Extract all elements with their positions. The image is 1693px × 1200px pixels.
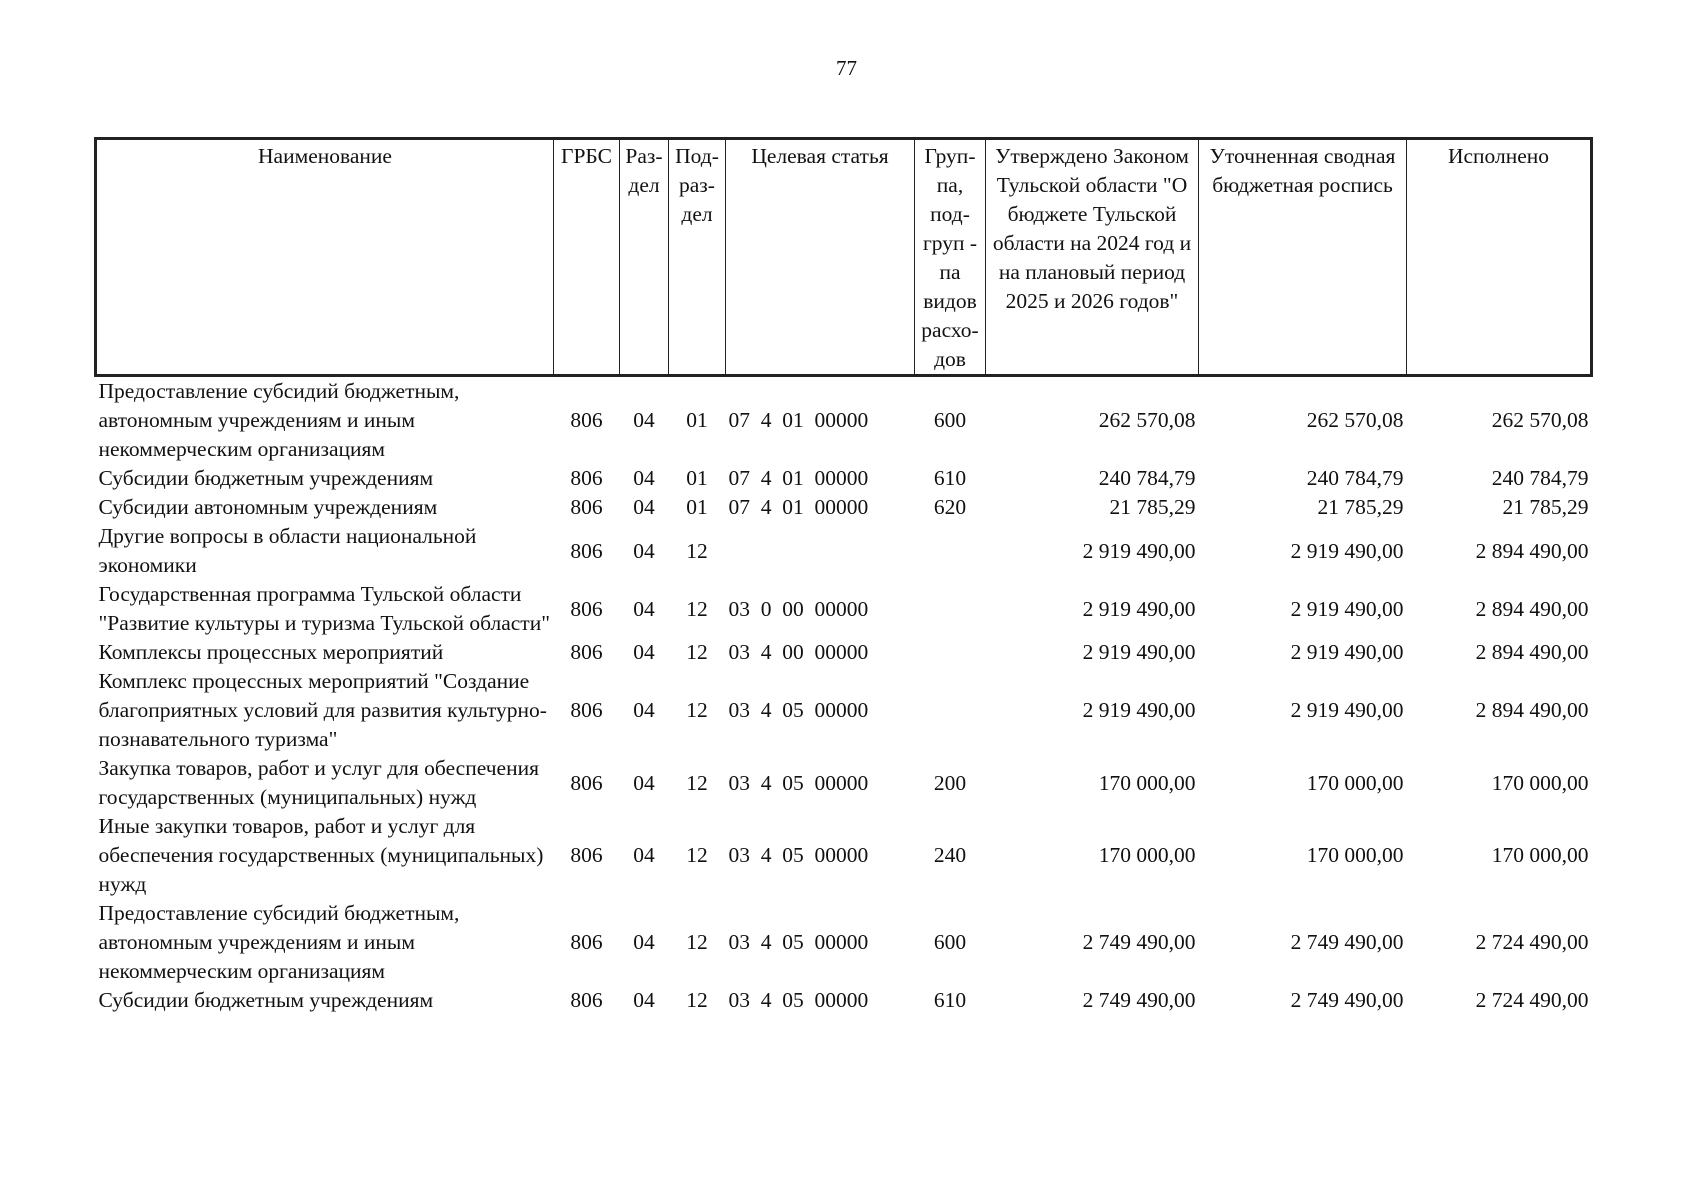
cell-refined: 170 000,00 bbox=[1306, 770, 1404, 795]
cell-refined: 2 919 490,00 bbox=[1290, 538, 1404, 563]
cell-razdel: 04 bbox=[633, 408, 655, 432]
cell-grbs: 806 bbox=[570, 408, 603, 432]
cell-grbs: 806 bbox=[570, 698, 603, 722]
cell-refined: 2 749 490,00 bbox=[1290, 930, 1404, 954]
header-executed: Исполнено bbox=[1407, 139, 1592, 376]
header-target: Целевая статья bbox=[726, 139, 915, 376]
cell-podrazdel: 12 bbox=[686, 770, 708, 795]
cell-group bbox=[915, 667, 986, 754]
cell-razdel: 04 bbox=[633, 843, 655, 867]
cell-razdel: 04 bbox=[633, 495, 655, 519]
cell-razdel: 04 bbox=[633, 988, 655, 1012]
cell-approved: 170 000,00 bbox=[1098, 770, 1196, 795]
cell-name: Иные закупки товаров, работ и услуг для обеспечения государственных (муниципальных) нужд bbox=[98, 814, 544, 896]
cell-name: Комплекс процессных мероприятий "Создание благоприятных условий для развития культурно-познавательного туризма" bbox=[98, 669, 547, 751]
cell-razdel: 04 bbox=[633, 930, 655, 954]
cell-name: Комплексы процессных мероприятий bbox=[98, 640, 444, 664]
cell-executed: 240 784,79 bbox=[1491, 466, 1589, 490]
cell-name: Государственная программа Тульской области "Развитие культуры и туризма Тульской области" bbox=[98, 582, 550, 635]
cell-podrazdel: 12 bbox=[686, 843, 708, 867]
cell-approved: 2 919 490,00 bbox=[1082, 538, 1196, 563]
cell-name: Субсидии бюджетным учреждениям bbox=[98, 466, 434, 490]
cell-approved: 170 000,00 bbox=[1098, 843, 1196, 867]
cell-podrazdel: 01 bbox=[686, 408, 708, 432]
page-number: 77 bbox=[836, 56, 857, 80]
cell-target bbox=[726, 522, 915, 580]
cell-grbs: 806 bbox=[570, 988, 603, 1012]
cell-razdel: 04 bbox=[633, 770, 655, 795]
cell-grbs: 806 bbox=[570, 466, 603, 490]
header-podrazdel: Под-раз-дел bbox=[669, 139, 726, 376]
cell-razdel: 04 bbox=[633, 466, 655, 490]
cell-grbs: 806 bbox=[570, 538, 603, 563]
header-razdel: Раз-дел bbox=[620, 139, 669, 376]
cell-approved: 2 919 490,00 bbox=[1082, 596, 1196, 621]
header-group: Груп-па, под-груп - па видов расхо-дов bbox=[915, 139, 986, 376]
cell-grbs: 806 bbox=[570, 596, 603, 621]
table-row bbox=[96, 493, 1592, 522]
cell-approved: 2 919 490,00 bbox=[1082, 698, 1196, 722]
cell-group: 610 bbox=[933, 988, 967, 1012]
cell-group bbox=[915, 522, 986, 580]
table-row bbox=[96, 986, 1592, 1015]
cell-group: 610 bbox=[933, 466, 967, 490]
cell-grbs: 806 bbox=[570, 930, 603, 954]
table-row bbox=[96, 812, 1592, 899]
cell-podrazdel: 12 bbox=[686, 698, 708, 722]
cell-approved: 262 570,08 bbox=[1098, 408, 1196, 432]
header-name: Наименование bbox=[96, 139, 554, 376]
cell-razdel: 04 bbox=[633, 640, 655, 664]
cell-target: 07 4 01 00000 bbox=[728, 466, 869, 490]
cell-target: 03 4 05 00000 bbox=[728, 843, 869, 867]
cell-group: 600 bbox=[933, 930, 967, 954]
cell-grbs: 806 bbox=[570, 843, 603, 867]
table-row bbox=[96, 638, 1592, 667]
cell-podrazdel: 01 bbox=[686, 495, 708, 519]
cell-name: Субсидии бюджетным учреждениям bbox=[98, 988, 434, 1012]
cell-approved: 2 749 490,00 bbox=[1082, 988, 1196, 1012]
cell-group: 240 bbox=[933, 843, 967, 867]
table-row bbox=[96, 899, 1592, 986]
cell-executed: 2 894 490,00 bbox=[1475, 640, 1589, 664]
cell-name: Предоставление субсидий бюджетным, автономным учреждениям и иным некоммерческим организациям bbox=[98, 379, 460, 461]
cell-group: 620 bbox=[933, 495, 967, 519]
table-row bbox=[96, 522, 1592, 580]
cell-razdel: 04 bbox=[633, 538, 655, 563]
cell-executed: 21 785,29 bbox=[1502, 495, 1589, 519]
table-header bbox=[96, 139, 1592, 376]
cell-target: 07 4 01 00000 bbox=[728, 495, 869, 519]
cell-executed: 2 894 490,00 bbox=[1475, 698, 1589, 722]
cell-approved: 240 784,79 bbox=[1098, 466, 1196, 490]
cell-refined: 21 785,29 bbox=[1317, 495, 1404, 519]
table-row bbox=[96, 376, 1592, 465]
cell-name: Субсидии автономным учреждениям bbox=[98, 495, 438, 519]
table-row bbox=[96, 667, 1592, 754]
header-grbs: ГРБС bbox=[554, 139, 620, 376]
table-row bbox=[96, 754, 1592, 812]
cell-podrazdel: 12 bbox=[686, 596, 708, 621]
cell-refined: 170 000,00 bbox=[1306, 843, 1404, 867]
cell-group bbox=[915, 580, 986, 638]
cell-target: 03 0 00 00000 bbox=[728, 596, 869, 621]
cell-razdel: 04 bbox=[633, 698, 655, 722]
cell-target: 03 4 05 00000 bbox=[728, 698, 869, 722]
cell-podrazdel: 12 bbox=[686, 988, 708, 1012]
cell-group bbox=[915, 638, 986, 667]
cell-podrazdel: 12 bbox=[686, 640, 708, 664]
cell-grbs: 806 bbox=[570, 770, 603, 795]
cell-executed: 262 570,08 bbox=[1491, 408, 1589, 432]
cell-group: 600 bbox=[933, 408, 967, 432]
cell-refined: 2 919 490,00 bbox=[1290, 698, 1404, 722]
cell-executed: 2 724 490,00 bbox=[1475, 930, 1589, 954]
cell-refined: 240 784,79 bbox=[1306, 466, 1404, 490]
cell-executed: 2 894 490,00 bbox=[1475, 538, 1589, 563]
cell-target: 07 4 01 00000 bbox=[728, 408, 869, 432]
cell-target: 03 4 05 00000 bbox=[728, 988, 869, 1012]
cell-approved: 2 749 490,00 bbox=[1082, 930, 1196, 954]
header-approved: Утверждено Законом Тульской области "О бюджете Тульской области на 2024 год и на плановый период 2025 и 2026 годов" bbox=[986, 139, 1199, 376]
cell-target: 03 4 05 00000 bbox=[728, 930, 869, 954]
cell-refined: 2 749 490,00 bbox=[1290, 988, 1404, 1012]
cell-executed: 170 000,00 bbox=[1491, 770, 1589, 795]
cell-name: Закупка товаров, работ и услуг для обеспечения государственных (муниципальных) нужд bbox=[98, 756, 539, 809]
header-refined: Уточненная сводная бюджетная роспись bbox=[1199, 139, 1407, 376]
cell-executed: 2 894 490,00 bbox=[1475, 596, 1589, 621]
cell-podrazdel: 12 bbox=[686, 930, 708, 954]
cell-target: 03 4 00 00000 bbox=[728, 640, 869, 664]
cell-name: Другие вопросы в области национальной экономики bbox=[98, 524, 477, 577]
table-row bbox=[96, 580, 1592, 638]
cell-executed: 2 724 490,00 bbox=[1475, 988, 1589, 1012]
cell-podrazdel: 12 bbox=[686, 538, 708, 563]
cell-executed: 170 000,00 bbox=[1491, 843, 1589, 867]
cell-refined: 262 570,08 bbox=[1306, 408, 1404, 432]
cell-approved: 2 919 490,00 bbox=[1082, 640, 1196, 664]
cell-grbs: 806 bbox=[570, 495, 603, 519]
table-row bbox=[96, 464, 1592, 493]
table-body bbox=[96, 376, 1592, 1016]
cell-name: Предоставление субсидий бюджетным, автономным учреждениям и иным некоммерческим организациям bbox=[98, 901, 460, 983]
cell-razdel: 04 bbox=[633, 596, 655, 621]
cell-target: 03 4 05 00000 bbox=[728, 770, 869, 795]
cell-group: 200 bbox=[933, 770, 967, 795]
cell-podrazdel: 01 bbox=[686, 466, 708, 490]
cell-grbs: 806 bbox=[570, 640, 603, 664]
cell-refined: 2 919 490,00 bbox=[1290, 640, 1404, 664]
cell-refined: 2 919 490,00 bbox=[1290, 596, 1404, 621]
budget-table bbox=[94, 137, 1593, 1015]
cell-approved: 21 785,29 bbox=[1109, 495, 1196, 519]
